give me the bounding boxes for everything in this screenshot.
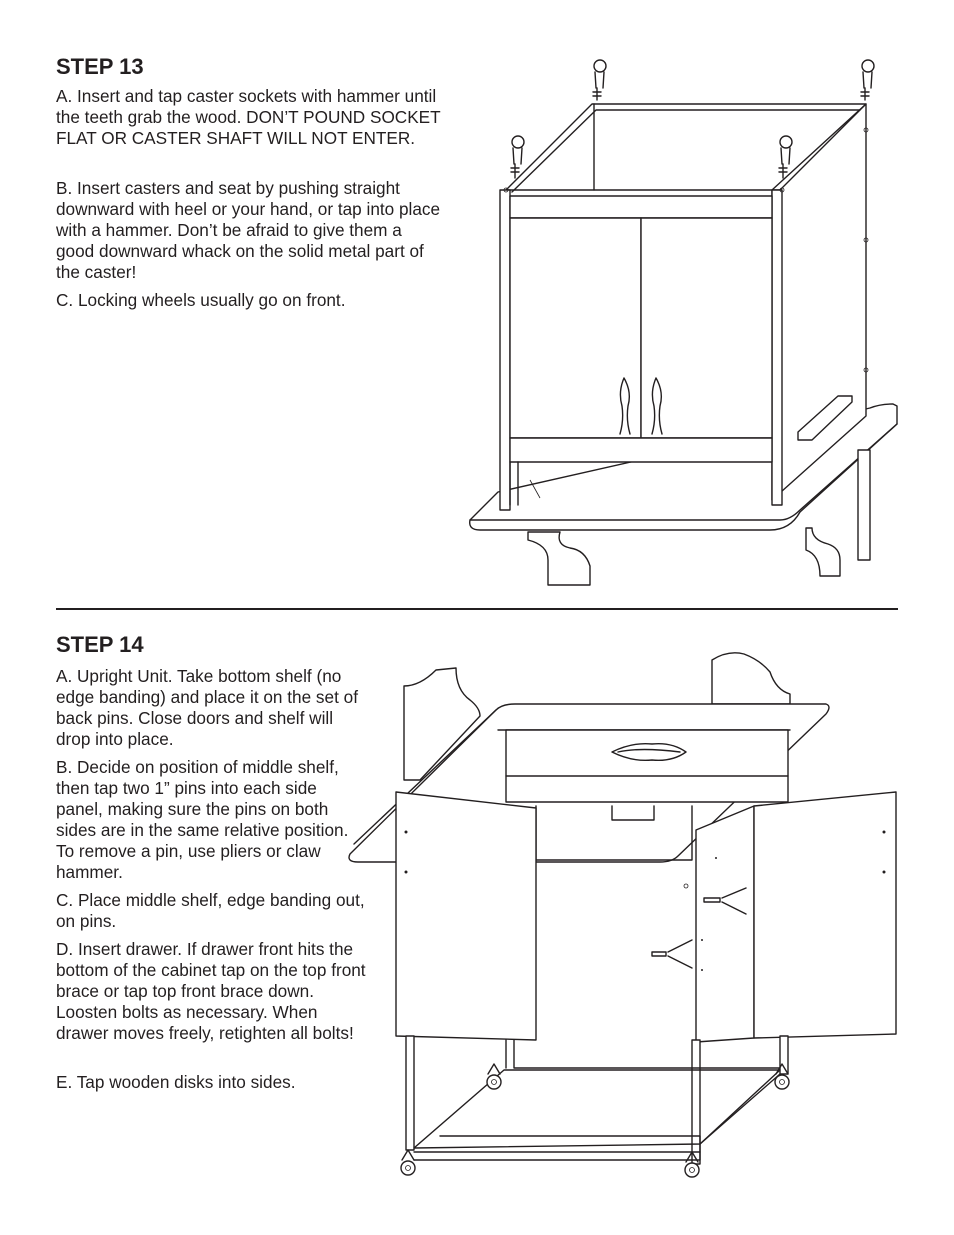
back-leg-right <box>712 653 790 704</box>
arrow-icon <box>668 940 692 968</box>
step-14-paragraph-e: E. Tap wooden disks into sides. <box>56 1072 296 1092</box>
step-14-paragraph-c: C. Place middle shelf, edge banding out, on pins. <box>56 890 365 931</box>
caster-icon <box>401 1150 415 1175</box>
step-13-title: STEP 13 <box>56 54 144 79</box>
caster-icon <box>487 1064 501 1089</box>
step-14-paragraph-d: D. Insert drawer. If drawer front hits the bottom of the cabinet tap on the top front brace or tap top front brace down. Loosten bolts as necessary. When drawer moves freely, retighten all bolts! <box>56 939 366 1043</box>
step-14-title: STEP 14 <box>56 632 144 657</box>
door-left <box>396 792 536 1040</box>
inner-door-right <box>696 806 754 1042</box>
step-13-paragraph-a: A. Insert and tap caster sockets with hammer until the teeth grab the wood. DON’T POUND SOCKET FLAT OR CASTER SHAFT WILL NOT ENTER. <box>56 86 441 148</box>
step-13-paragraph-c: C. Locking wheels usually go on front. <box>56 290 346 310</box>
step-14-paragraph-a: A. Upright Unit. Take bottom shelf (no edge banding) and place it on the set of back pins. Close doors and shelf will drop into place. <box>56 666 358 749</box>
step-14-paragraph-b: B. Decide on position of middle shelf, then tap two 1” pins into each side panel, making sure the pins on both sides are in the same relative position. To remove a pin, use pliers or claw hammer. <box>56 757 349 882</box>
step-13-paragraph-b: B. Insert casters and seat by pushing straight downward with heel or your hand, or tap into place with a hammer. Don’t be afraid to give them a good downward whack on the solid metal part of the caster! <box>56 178 441 282</box>
door-right <box>754 792 896 1038</box>
